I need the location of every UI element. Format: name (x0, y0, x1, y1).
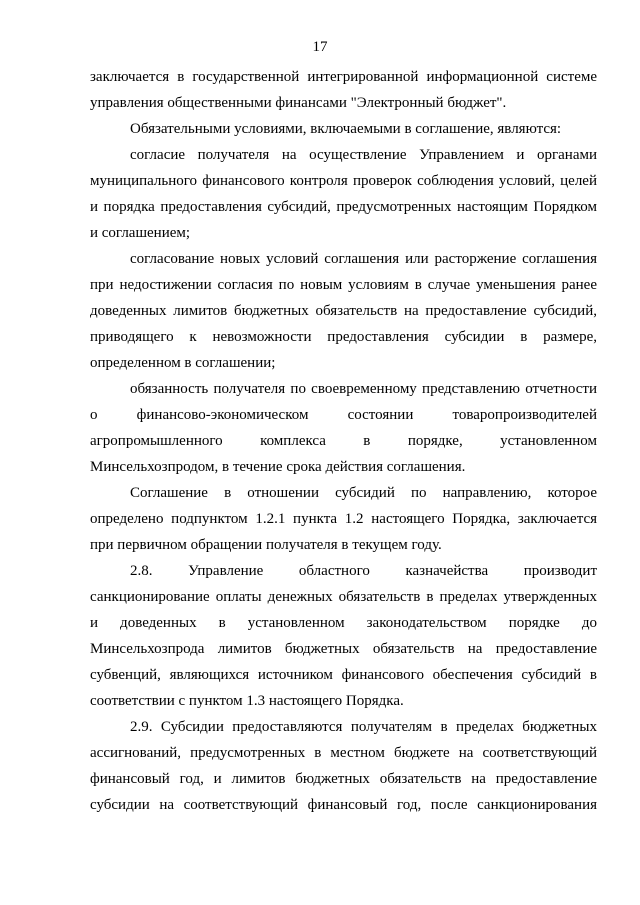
text-line: управления общественными финансами "Электронный бюджет". (90, 95, 507, 111)
text-line: ассигнований, предусмотренных в местном бюджете на соответствующий (90, 745, 597, 761)
text-line: Обязательными условиями, включаемыми в соглашение, являются: (130, 121, 562, 137)
text-line: заключается в государственной интегрированной информационной системе (90, 69, 597, 85)
text-line: обязанность получателя по своевременному представлению отчетности (130, 381, 597, 397)
text-line: Соглашение в отношении субсидий по направлению, которое (130, 485, 597, 501)
text-line: санкционирование оплаты денежных обязательств в пределах утвержденных (90, 589, 597, 605)
text-line: приводящего к невозможности предоставления субсидии в размере, (90, 329, 597, 345)
text-line: агропромышленного комплекса в порядке, установленном (90, 433, 597, 449)
text-line: доведенных лимитов бюджетных обязательств на предоставление субсидий, (90, 303, 597, 319)
text-line: определено подпунктом 1.2.1 пункта 1.2 настоящего Порядка, заключается (90, 511, 597, 527)
text-line: 2.8. Управление областного казначейства производит (130, 563, 597, 579)
text-line: и соглашением; (90, 225, 191, 241)
text-line: при первичном обращении получателя в текущем году. (90, 537, 442, 553)
text-line: определенном в соглашении; (90, 355, 276, 371)
text-line: финансовый год, и лимитов бюджетных обязательств на предоставление (90, 771, 597, 787)
page-number: 17 (312, 39, 328, 55)
text-line: и порядка предоставления субсидий, предусмотренных настоящим Порядком (90, 199, 597, 215)
text-line: 2.9. Субсидии предоставляются получателям в пределах бюджетных (130, 719, 597, 735)
text-line: о финансово-экономическом состоянии товаропроизводителей (90, 407, 597, 423)
text-line: согласие получателя на осуществление Управлением и органами (130, 147, 597, 163)
text-line: Минсельхозпрода лимитов бюджетных обязательств на предоставление (90, 641, 597, 657)
text-line: муниципального финансового контроля проверок соблюдения условий, целей (90, 173, 597, 189)
document-body (90, 64, 597, 818)
text-line: и доведенных в установленном законодательством порядке до (90, 615, 597, 631)
text-line: согласование новых условий соглашения или расторжение соглашения (130, 251, 597, 267)
text-line: субсидии на соответствующий финансовый год, после санкционирования (90, 797, 597, 813)
text-line: при недостижении согласия по новым условиям в случае уменьшения ранее (90, 277, 597, 293)
text-line: Минсельхозпродом, в течение срока действия соглашения. (90, 459, 466, 475)
text-line: соответствии с пунктом 1.3 настоящего Порядка. (90, 693, 404, 709)
text-line: субвенций, являющихся источником финансового обеспечения субсидий в (90, 667, 597, 683)
